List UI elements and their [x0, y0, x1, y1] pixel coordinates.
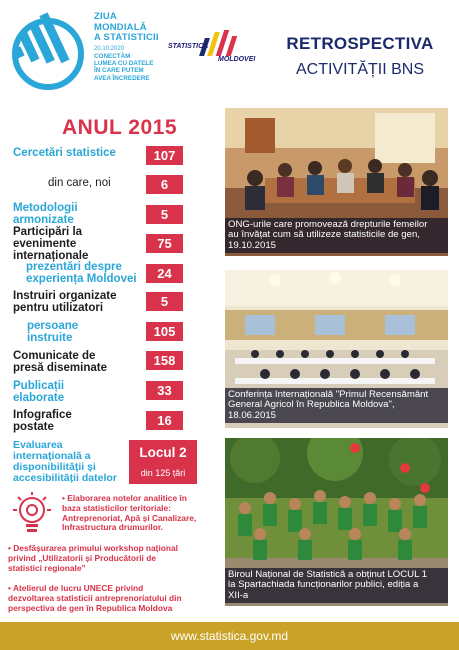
brand-bottom-text: MOLDOVEI — [218, 56, 256, 63]
stat-value-new: 6 — [146, 175, 183, 194]
stat-label-press: Comunicate de presă diseminate — [13, 350, 107, 374]
evaluation-of: din 125 țări — [140, 468, 186, 478]
event-title: ZIUA MONDIALĂ A STATISTICII — [94, 11, 159, 43]
stat-label-publications: Publicații elaborate — [13, 380, 65, 404]
photo-sports-team-caption: Biroul Național de Statistică a obținut LOCUL 1 la Spartachiada funcționarilor publici, ediția a XII-a — [225, 568, 448, 603]
footer-url[interactable]: www.statistica.gov.md — [170, 629, 289, 643]
stat-label-research: Cercetări statistice — [13, 147, 116, 159]
evaluation-rank-badge — [129, 440, 197, 484]
stat-label-presentations: prezentări despre experiența Moldovei — [26, 261, 137, 285]
stat-value-trainings: 5 — [146, 292, 183, 311]
header-line-2: ACTIVITĂȚII BNS — [295, 61, 424, 78]
stat-label-infographics: Infografice postate — [13, 409, 72, 433]
lightbulb-gear-icon — [10, 492, 54, 538]
stat-value-trained: 105 — [146, 322, 183, 341]
photo-sports-team — [225, 438, 448, 606]
event-date: 20.10.2020 — [94, 45, 125, 52]
stat-label-new: din care, noi — [48, 177, 111, 189]
stat-value-participations: 75 — [146, 234, 183, 253]
photo-conference-caption: Conferința Internațională "Primul Recensământ General Agricol în Republica Moldova", 18.06.2015 — [225, 388, 448, 423]
stat-label-methodologies: Metodologii armonizate — [13, 202, 78, 226]
stat-value-presentations: 24 — [146, 264, 183, 283]
evaluation-rank: Locul 2 — [139, 445, 187, 460]
header-title — [270, 34, 450, 79]
year-title: ANUL 2015 — [62, 116, 177, 139]
header-line-1: RETROSPECTIVA — [286, 34, 434, 53]
bullet-item-unece: • Atelierul de lucru UNECE privind dezvoltarea statisticii antreprenoriatului din perspectiva de gen în Republica Moldova — [8, 583, 182, 613]
statistica-moldovei-logo — [162, 30, 266, 70]
photo-ngo-meeting — [225, 108, 448, 256]
event-slogan: CONECTĂM LUMEA CU DATELE ÎN CARE PUTEM AVEA ÎNCREDERE — [94, 52, 154, 82]
stat-label-trained: persoane instruite — [27, 320, 79, 344]
stat-value-research: 107 — [146, 146, 183, 165]
photo-ngo-meeting-caption: ONG-urile care promovează drepturile femeilor au învățat cum să utilizeze statisticile de gen, 19.10.2015 — [225, 218, 448, 253]
brand-top-text: STATISTICA — [168, 43, 209, 50]
bullet-item-workshop: • Desfășurarea primului workshop național privind „Utilizatorii și Producătorii de statistici regionale” — [8, 543, 179, 573]
stat-label-participations: Participări la evenimente internaționale — [13, 226, 89, 262]
stat-value-press: 158 — [146, 351, 183, 370]
stat-value-infographics: 16 — [146, 411, 183, 430]
world-statistics-day-logo — [8, 8, 92, 98]
stat-value-methodologies: 5 — [146, 205, 183, 224]
photo-conference — [225, 270, 448, 428]
stat-label-trainings: Instruiri organizate pentru utilizatori — [13, 290, 117, 314]
stat-value-publications: 33 — [146, 381, 183, 400]
evaluation-label: Evaluarea internațională a disponibilității și accesibilității datelor — [13, 439, 117, 484]
footer-website[interactable] — [0, 622, 459, 650]
bullet-item-analytic-notes: • Elaborarea notelor analitice în baza statisticilor teritoriale: Antreprenoriat, Apă și Canalizare, Infrastructura drumurilor. — [62, 493, 197, 533]
